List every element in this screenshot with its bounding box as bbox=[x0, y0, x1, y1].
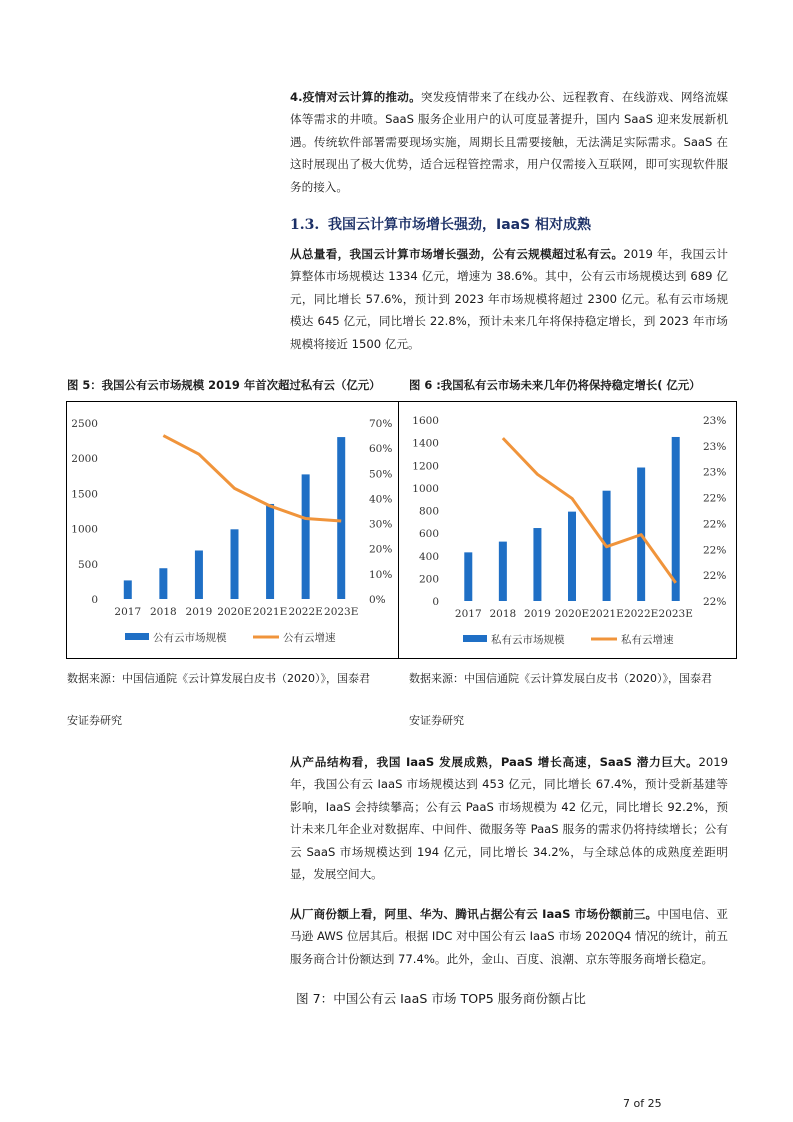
figure-7-title: 图 7：中国公有云 IaaS 市场 TOP5 服务商份额占比 bbox=[296, 991, 586, 1006]
paragraph-market-total bbox=[290, 243, 728, 355]
right-axis-tick-label: 20% bbox=[369, 543, 393, 556]
figure-5-source-line1: 数据来源：中国信通院《云计算发展白皮书（2020）》，国泰君 bbox=[67, 672, 370, 685]
chart-private-cloud bbox=[398, 401, 737, 659]
right-axis-tick-label: 30% bbox=[369, 518, 393, 531]
paragraph-product-structure bbox=[290, 751, 728, 885]
chart-public-cloud bbox=[66, 401, 400, 659]
right-axis-tick-label: 70% bbox=[369, 418, 393, 430]
x-axis-tick-label: 2017 bbox=[454, 608, 482, 620]
bar-2023E bbox=[337, 437, 345, 599]
left-axis-tick-label: 800 bbox=[418, 505, 439, 518]
left-axis-tick-label: 2500 bbox=[71, 418, 98, 430]
paragraph-text: 2019 年，我国云计算整体市场规模达 1334 亿元，增速为 38.6%。其中，公有云市场规模达到 689 亿元，同比增长 57.6%，预计到 2023 年市场规模将超过 2300 亿元。私有云市场规模达 645 亿元，同比增长 22.8%，预计未来几年将保持稳定增长，到 2023 年市场规模将接近 1500 亿元。 bbox=[290, 247, 728, 351]
right-axis-tick-label: 0% bbox=[369, 594, 386, 606]
right-axis-tick-label: 40% bbox=[369, 493, 393, 506]
bar-2018 bbox=[159, 568, 167, 599]
x-axis-tick-label: 2021E bbox=[252, 606, 288, 618]
bar-2017 bbox=[464, 552, 472, 601]
x-axis-tick-label: 2019 bbox=[185, 606, 213, 618]
paragraph-text: 中国电信、亚马逊 AWS 位居其后。根据 IDC 对中国公有云 IaaS 市场 2020Q4 情况的统计，前五服务商合计份额达到 77.4%。此外，金山、百度、浪潮、京东等服务商增长稳定。 bbox=[290, 907, 728, 966]
x-axis-tick-label: 2020E bbox=[554, 608, 590, 620]
left-axis-tick-label: 2000 bbox=[71, 453, 98, 466]
paragraph-text: 突发疫情带来了在线办公、远程教育、在线游戏、网络流媒体等需求的井喷。SaaS 服务企业用户的认可度显著提升，国内 SaaS 迎来发展新机遇。传统软件部署需要现场实施，周期长且需要接触，无法满足实际需求。SaaS 在这时展现出了极大优势，适合远程管控需求，用户仅需接入互联网，即可实现软件服务的接入。 bbox=[290, 90, 728, 194]
right-axis-tick-label: 23% bbox=[703, 440, 727, 453]
bar-2020E bbox=[568, 512, 576, 601]
left-axis-tick-label: 1400 bbox=[412, 437, 439, 450]
left-axis-tick-label: 1000 bbox=[412, 482, 439, 495]
left-axis-tick-label: 1500 bbox=[71, 488, 98, 501]
paragraph-lead: 从厂商份额上看，阿里、华为、腾讯占据公有云 IaaS 市场份额前三。 bbox=[290, 907, 658, 921]
paragraph-text: 2019 年，我国公有云 IaaS 市场规模达到 453 亿元，同比增长 67.4%，预计受新基建等影响，IaaS 会持续攀高；公有云 PaaS 市场规模为 42 亿元，同比增长 92.2%，预计未来几年企业对数据库、中间件、微服务等 PaaS 服务的需求仍将持续增长；公有云 SaaS 市场规模达到 194 亿元，同比增长 34.2%，与全球总体的成熟度差距明显，发展空间大。 bbox=[290, 755, 728, 882]
left-axis-tick-label: 500 bbox=[77, 558, 98, 571]
x-axis-tick-label: 2019 bbox=[524, 608, 551, 620]
x-axis-tick-label: 2022E bbox=[623, 608, 659, 620]
left-axis-tick-label: 0 bbox=[432, 596, 439, 608]
x-axis-tick-label: 2020E bbox=[217, 606, 252, 618]
left-axis-tick-label: 1200 bbox=[412, 460, 439, 473]
figure-6-source-line1: 数据来源：中国信通院《云计算发展白皮书（2020）》，国泰君 bbox=[409, 672, 712, 685]
left-axis-tick-label: 200 bbox=[418, 573, 439, 586]
x-axis-tick-label: 2018 bbox=[149, 606, 177, 618]
figure-5-title: 图 5：我国公有云市场规模 2019 年首次超过私有云（亿元） bbox=[67, 378, 381, 392]
figure-6-source-line2: 安证券研究 bbox=[409, 714, 464, 727]
left-axis-tick-label: 0 bbox=[91, 594, 98, 606]
figure-5-source-line2: 安证券研究 bbox=[67, 714, 122, 727]
right-axis-tick-label: 22% bbox=[703, 596, 727, 608]
left-axis-tick-label: 400 bbox=[418, 550, 439, 563]
paragraph-lead: 从总量看，我国云计算市场增长强劲，公有云规模超过私有云。 bbox=[290, 247, 624, 261]
legend-bar-swatch bbox=[463, 635, 487, 642]
legend-line-label: 私有云增速 bbox=[621, 634, 674, 646]
paragraph-vendor-share bbox=[290, 903, 728, 970]
right-axis-tick-label: 23% bbox=[703, 466, 727, 479]
paragraph-lead: 从产品结构看，我国 IaaS 发展成熟，PaaS 增长高速，SaaS 潜力巨大。 bbox=[290, 755, 699, 769]
section-heading bbox=[290, 214, 591, 234]
right-axis-tick-label: 10% bbox=[369, 568, 393, 581]
right-axis-tick-label: 50% bbox=[369, 468, 393, 481]
x-axis-tick-label: 2021E bbox=[589, 608, 624, 620]
figure-6-title: 图 6 :我国私有云市场未来几年仍将保持稳定增长( 亿元） bbox=[409, 378, 701, 392]
growth-line bbox=[503, 438, 676, 583]
bar-2017 bbox=[124, 580, 132, 599]
left-axis-tick-label: 1000 bbox=[71, 523, 98, 536]
x-axis-tick-label: 2023E bbox=[658, 608, 693, 620]
section-title: 我国云计算市场增长强劲，IaaS 相对成熟 bbox=[328, 217, 592, 233]
chart-private-cloud-svg bbox=[399, 402, 736, 658]
x-axis-tick-label: 2022E bbox=[288, 606, 323, 618]
bar-2019 bbox=[195, 550, 203, 599]
paragraph-lead: 4.疫情对云计算的推动。 bbox=[290, 90, 421, 104]
section-number: 1.3. bbox=[290, 217, 320, 233]
right-axis-tick-label: 22% bbox=[703, 492, 727, 505]
legend-bar-label: 私有云市场规模 bbox=[491, 634, 565, 646]
right-axis-tick-label: 22% bbox=[703, 570, 727, 583]
chart-public-cloud-svg bbox=[67, 402, 399, 658]
legend-line-label: 公有云增速 bbox=[283, 632, 336, 644]
x-axis-tick-label: 2017 bbox=[114, 606, 142, 618]
left-axis-tick-label: 1600 bbox=[412, 415, 439, 427]
bar-2020E bbox=[231, 529, 239, 599]
right-axis-tick-label: 22% bbox=[703, 518, 727, 531]
page-number: 7 of 25 bbox=[623, 1097, 662, 1110]
growth-line bbox=[163, 436, 341, 521]
right-axis-tick-label: 60% bbox=[369, 443, 393, 456]
legend-bar-label: 公有云市场规模 bbox=[153, 632, 227, 644]
bar-2018 bbox=[499, 542, 507, 601]
right-axis-tick-label: 23% bbox=[703, 415, 727, 427]
bar-2019 bbox=[533, 528, 541, 601]
x-axis-tick-label: 2023E bbox=[324, 606, 359, 618]
bar-2023E bbox=[672, 437, 680, 601]
bar-2021E bbox=[266, 504, 274, 599]
legend-bar-swatch bbox=[125, 633, 149, 640]
x-axis-tick-label: 2018 bbox=[489, 608, 517, 620]
paragraph-covid-impact bbox=[290, 86, 728, 198]
bar-2022E bbox=[302, 474, 310, 599]
left-axis-tick-label: 600 bbox=[418, 528, 439, 541]
right-axis-tick-label: 22% bbox=[703, 544, 727, 557]
